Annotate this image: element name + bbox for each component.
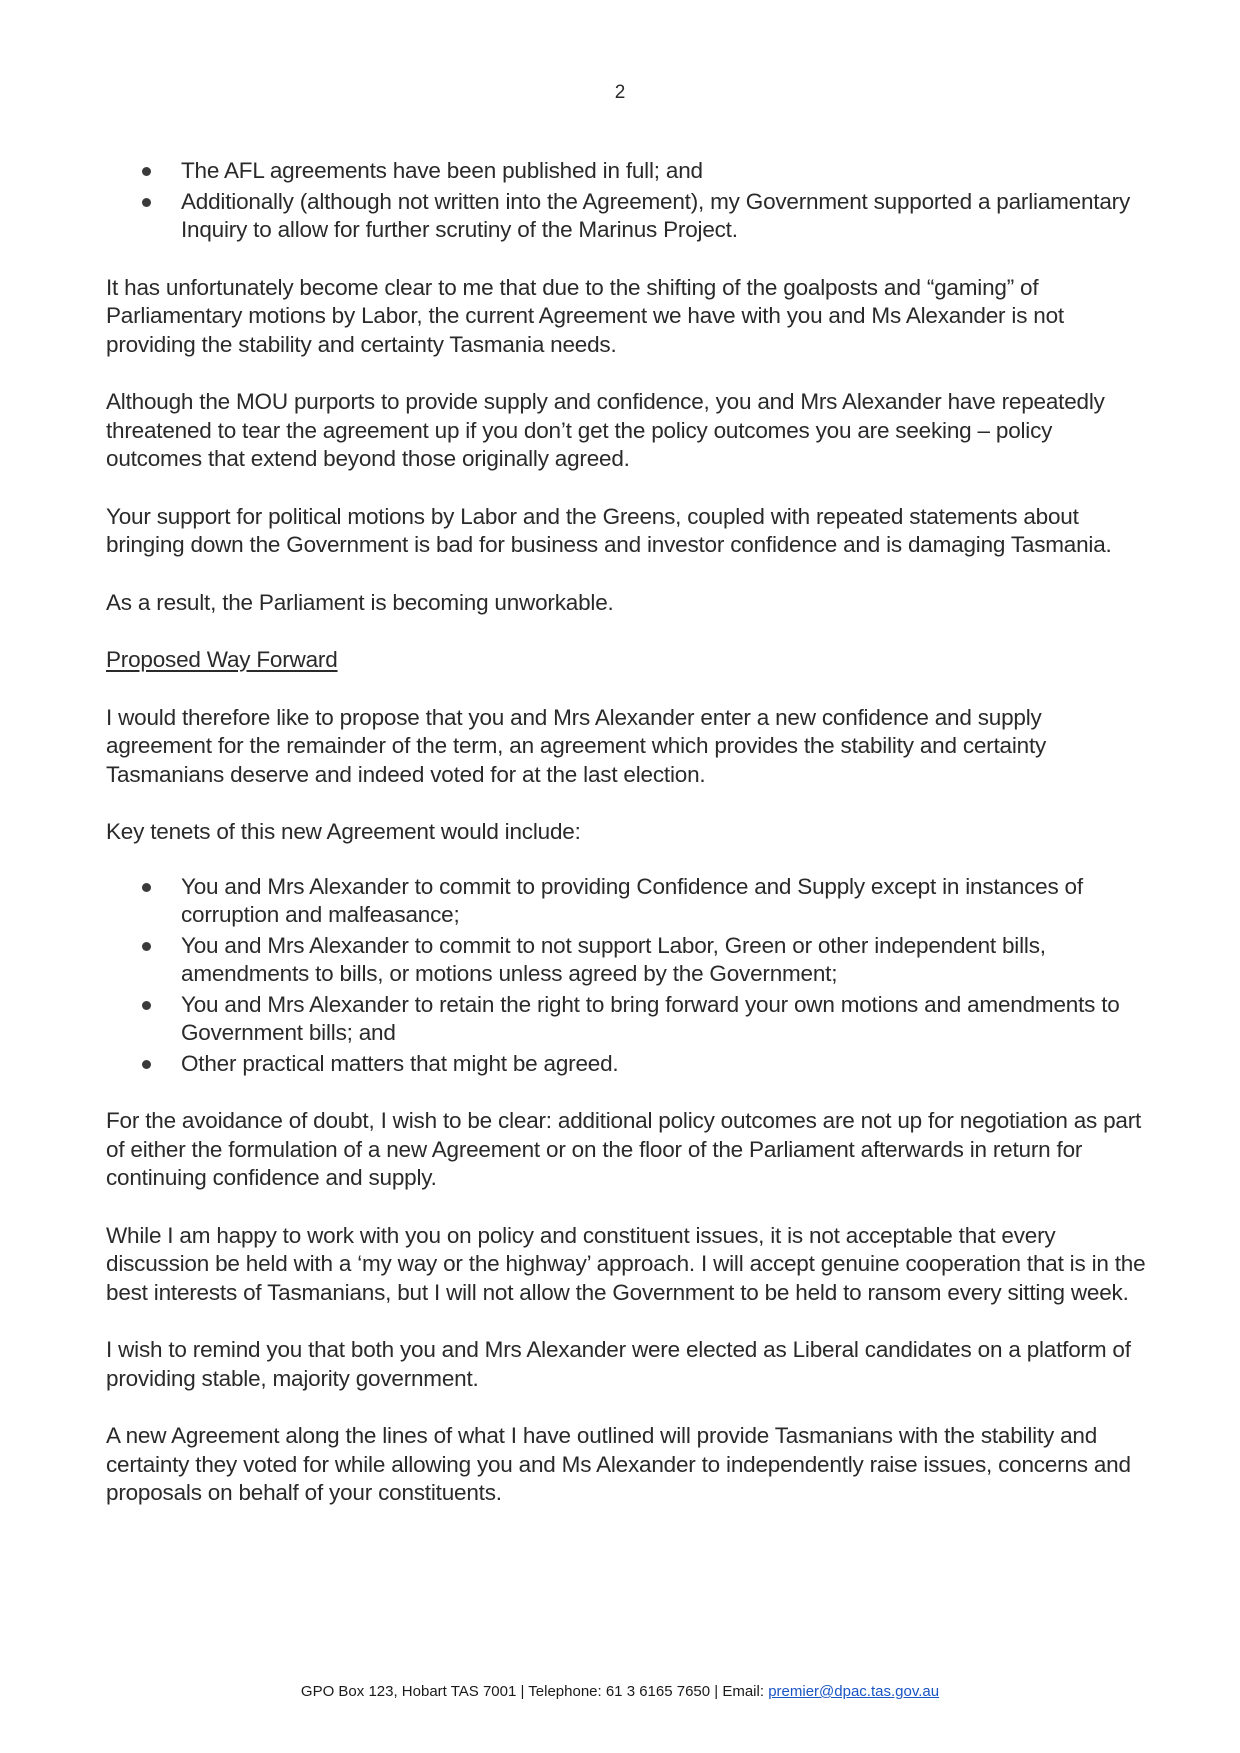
top-bullet-list <box>106 157 1146 245</box>
list-item <box>106 188 1146 245</box>
bullet-icon <box>142 198 151 207</box>
list-item <box>106 932 1146 989</box>
paragraph: Although the MOU purports to provide supply and confidence, you and Mrs Alexander have repeatedly threatened to tear the agreement up if you don’t get the policy outcomes you are seeking – policy outcomes that extend beyond those originally agreed. <box>106 389 1105 471</box>
list-item <box>106 1050 1146 1079</box>
paragraph: For the avoidance of doubt, I wish to be clear: additional policy outcomes are not up for negotiation as part of either the formulation of a new Agreement or on the floor of the Parliament afterwards in return for continuing confidence and supply. <box>106 1108 1142 1190</box>
tenets-bullet-list <box>106 873 1146 1079</box>
paragraph: Your support for political motions by Labor and the Greens, coupled with repeated statements about bringing down the Government is bad for business and investor confidence and is damaging Tasmania. <box>106 503 1112 557</box>
footer-address: GPO Box 123, Hobart TAS 7001 | Telephone: 61 3 6165 7650 | Email: <box>300 1683 769 1700</box>
paragraph: It has unfortunately become clear to me that due to the shifting of the goalposts and “gaming” of Parliamentary motions by Labor, the current Agreement we have with you and Ms Alexander is not providing the stability and certainty Tasmania needs. <box>106 274 1064 357</box>
letter-body <box>106 157 1146 1537</box>
paragraph: Key tenets of this new Agreement would include: <box>106 819 581 844</box>
bullet-text: You and Mrs Alexander to retain the right to bring forward your own motions and amendments to Government bills; and <box>181 991 1120 1045</box>
paragraph: I would therefore like to propose that you and Mrs Alexander enter a new confidence and supply agreement for the remainder of the term, an agreement which provides the stability and certainty Tasmanians deserve and indeed voted for at the last election. <box>106 704 1047 787</box>
bullet-text: The AFL agreements have been published in full; and <box>181 158 703 183</box>
footer <box>0 1683 1240 1700</box>
paragraph: I wish to remind you that both you and Mrs Alexander were elected as Liberal candidates on a platform of providing stable, majority government. <box>106 1337 1131 1391</box>
bullet-icon <box>142 942 151 951</box>
paragraph: As a result, the Parliament is becoming unworkable. <box>106 589 614 615</box>
page-number: 2 <box>614 82 626 103</box>
bullet-icon <box>142 1060 151 1069</box>
footer-email-link[interactable]: premier@dpac.tas.gov.au <box>768 1683 940 1700</box>
bullet-text: Additionally (although not written into the Agreement), my Government supported a parliamentary Inquiry to allow for further scrutiny of the Marinus Project. <box>181 188 1131 242</box>
bullet-icon <box>142 883 151 892</box>
paragraph: A new Agreement along the lines of what I have outlined will provide Tasmanians with the stability and certainty they voted for while allowing you and Ms Alexander to independently raise issues, concerns and proposals on behalf of your constituents. <box>106 1423 1131 1505</box>
list-item <box>106 157 1146 186</box>
bullet-text: You and Mrs Alexander to commit to providing Confidence and Supply except in instances of corruption and malfeasance; <box>181 873 1083 927</box>
bullet-icon <box>142 1001 151 1010</box>
section-heading: Proposed Way Forward <box>106 647 338 672</box>
bullet-icon <box>142 167 151 176</box>
list-item <box>106 991 1146 1048</box>
list-item <box>106 873 1146 930</box>
bullet-text: You and Mrs Alexander to commit to not support Labor, Green or other independent bills, amendments to bills, or motions unless agreed by the Government; <box>181 932 1046 986</box>
bullet-text: Other practical matters that might be agreed. <box>181 1050 619 1076</box>
paragraph: While I am happy to work with you on policy and constituent issues, it is not acceptable that every discussion be held with a ‘my way or the highway’ approach. I will accept genuine cooperation that is in the best interests of Tasmanians, but I will not allow the Government to be held to ransom every sitting week. <box>106 1222 1146 1305</box>
